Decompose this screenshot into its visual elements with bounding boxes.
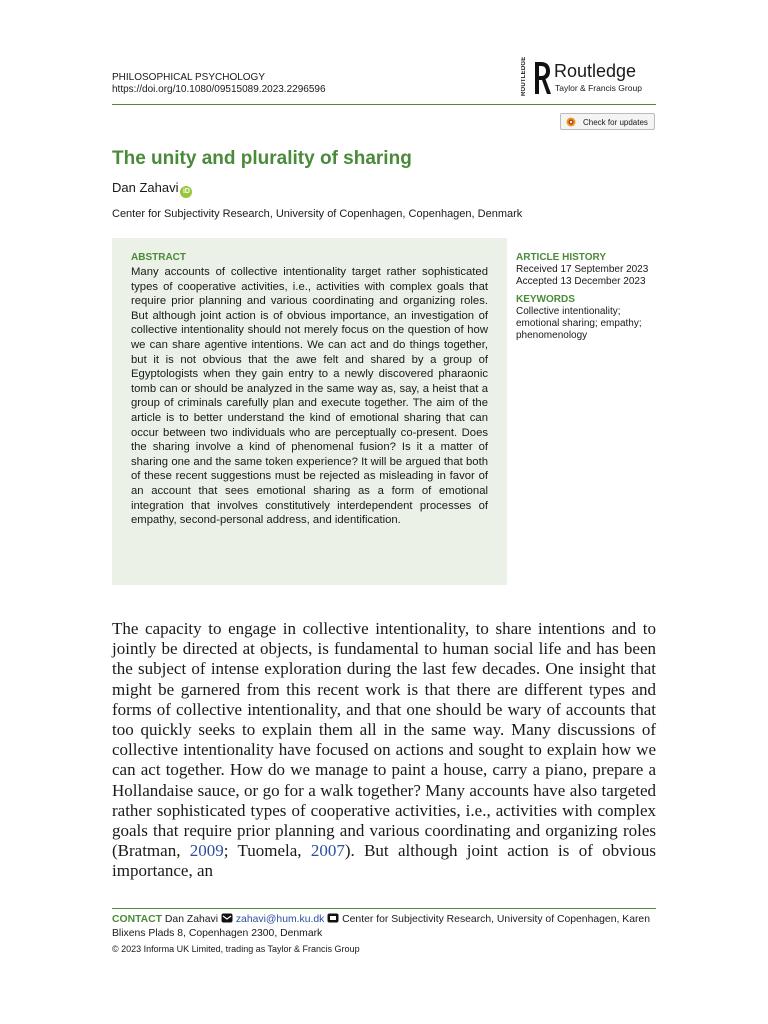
keywords-line: Collective intentionality; xyxy=(516,306,621,317)
body-text-segment: The capacity to engage in collective intentionality, to share intentions and to jointly be directed at objects, is fundamental to human social life and has been the subject of intense exploration during the last few decades. One insight that might be garnered from this recent work is that there are different types and forms of collective intentionality, and that one should be wary of accounts that too quickly seeks to explain them all in the same way. Many discussions of collective intentionality have focused on actions and sought to explain how we can act together. How do we manage to paint a house, carry a piano, prepare a Hollandaise sauce, or go for a walk together? Many accounts have also targeted rather sophisticated types of cooperative activities, i.e., activities with complex goals that require prior planning and various coordinating and organizing roles (Bratman, xyxy=(112,619,656,861)
body-text-segment: ). But although joint action is of obvious importance, an xyxy=(112,841,657,881)
check-updates-label: Check for updates xyxy=(583,118,648,127)
check-updates-icon xyxy=(566,117,576,127)
header-divider xyxy=(112,104,656,105)
publisher-logo[interactable] xyxy=(521,58,661,98)
email-icon xyxy=(221,913,233,923)
author-name[interactable]: Dan Zahavi xyxy=(112,180,179,195)
publisher-vertical-text: ROUTLEDGE xyxy=(521,56,527,96)
doi-link[interactable]: https://doi.org/10.1080/09515089.2023.2296596 xyxy=(112,84,326,95)
footer-divider xyxy=(112,908,656,909)
received-date: Received 17 September 2023 xyxy=(516,264,649,275)
publisher-group: Taylor & Francis Group xyxy=(555,83,642,93)
body-paragraph xyxy=(112,619,656,882)
keywords-heading: KEYWORDS xyxy=(516,294,575,305)
article-title: The unity and plurality of sharing xyxy=(112,148,412,169)
contact-name: Dan Zahavi xyxy=(162,914,221,925)
article-sidebar xyxy=(516,252,664,342)
contact-heading: CONTACT xyxy=(112,914,163,925)
contact-email-link[interactable]: zahavi@hum.ku.dk xyxy=(235,914,325,925)
journal-name: PHILOSOPHICAL PSYCHOLOGY xyxy=(112,72,266,83)
copyright-notice: © 2023 Informa UK Limited, trading as Taylor & Francis Group xyxy=(112,944,360,954)
keywords-line: phenomenology xyxy=(516,330,588,341)
article-history-heading: ARTICLE HISTORY xyxy=(516,252,607,263)
check-for-updates-button[interactable] xyxy=(560,113,655,130)
contact-address: Center for Subjectivity Research, University of Copenhagen, Karen Blixens Plads 8, Copenhagen 2300, Denmark xyxy=(112,914,650,939)
keywords-line: emotional sharing; empathy; xyxy=(516,318,642,329)
body-text-segment: ; Tuomela, xyxy=(223,841,311,861)
orcid-icon[interactable]: iD xyxy=(180,186,192,198)
author-line xyxy=(112,179,192,198)
contact-block xyxy=(112,913,672,941)
citation-link[interactable]: 2009 xyxy=(189,841,224,861)
routledge-logo-icon xyxy=(532,58,552,98)
accepted-date: Accepted 13 December 2023 xyxy=(516,276,646,287)
abstract-heading: ABSTRACT xyxy=(131,252,186,263)
author-affiliation: Center for Subjectivity Research, University of Copenhagen, Copenhagen, Denmark xyxy=(112,208,523,220)
citation-link[interactable]: 2007 xyxy=(310,841,345,861)
abstract-text: Many accounts of collective intentionality target rather sophisticated types of cooperative activities, i.e., activities with complex goals that require prior planning and various coordinating and organizing roles. But although joint action is of obvious importance, an investigation of collective intentionality should not merely focus on the question of how we can share agentive intentions. We can act and do things together, but it is not obvious that the awe felt and shared by a group of Egyptologists when they gain entry to a newly discovered pharaonic tomb can or should be analyzed in the same way as, say, a heist that a group of criminals carefully plan and execute together. The aim of the article is to better understand the kind of emotional sharing that can occur between two individuals who are perceptually co-present. Does the sharing involve a kind of phenomenal fusion? Is it a matter of sharing one and the same token experience? It will be argued that both of these recent suggestions must be rejected as misleading in favor of an account that sees emotional sharing as a form of emotional integration that involves constitutively interdependent processes of empathy, second-personal address, and identification. xyxy=(131,266,488,527)
journal-header xyxy=(112,72,326,96)
abstract-box xyxy=(112,238,507,585)
publisher-name: Routledge xyxy=(554,61,637,81)
address-icon xyxy=(327,913,339,923)
